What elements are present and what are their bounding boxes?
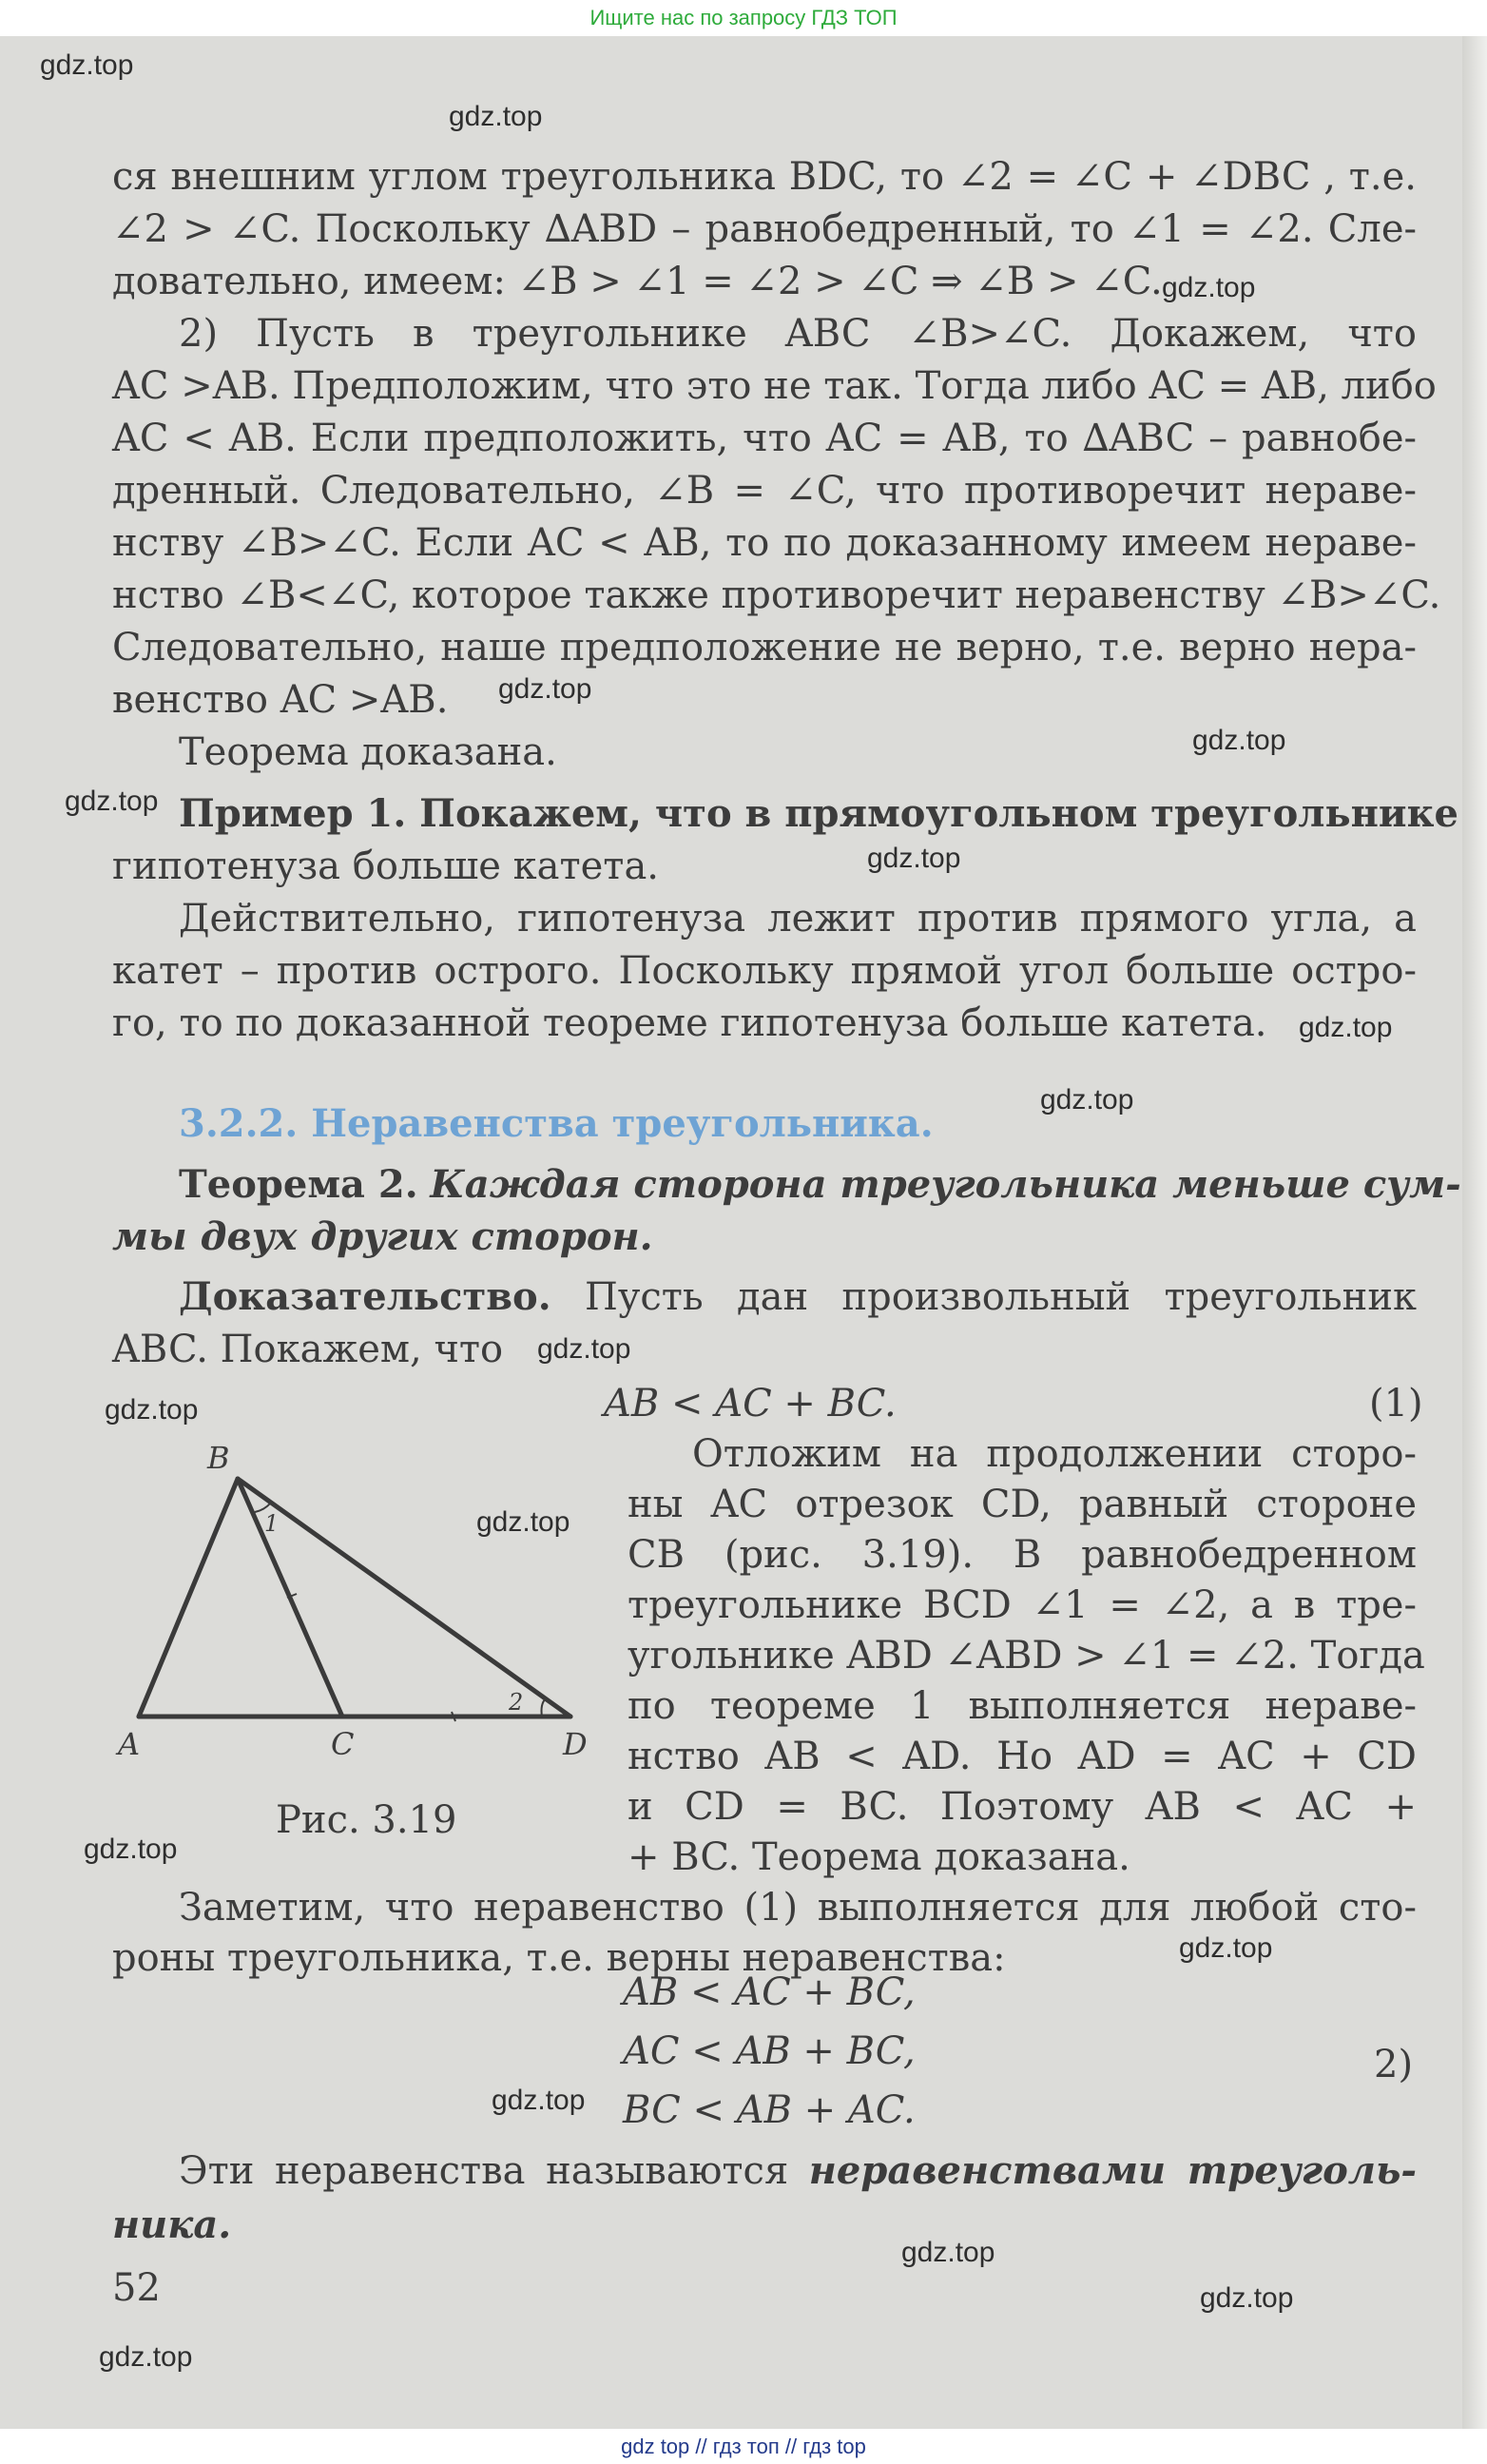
text-line: ны AC отрезок CD, равный стороне	[628, 1483, 1417, 1526]
system-number: 2)	[1374, 2043, 1414, 2086]
section-heading: 3.2.2. Неравенства треугольника.	[179, 1101, 934, 1146]
final-term: неравенствами треуголь-	[808, 2148, 1418, 2193]
text-line: роны треугольника, т.е. верны неравенства:	[112, 1936, 1006, 1980]
top-banner	[0, 0, 1487, 36]
system-line-2: AC < AB + BC,	[623, 2029, 916, 2073]
watermark: gdz.top	[105, 1394, 199, 1426]
watermark: gdz.top	[40, 49, 134, 81]
system-line-3: BC < AB + AC.	[623, 2088, 916, 2132]
bottom-banner	[0, 2429, 1487, 2464]
final-term-2: ника.	[112, 2202, 232, 2247]
text-line: + BC. Теорема доказана.	[628, 1835, 1130, 1879]
label-angle-2: 2	[509, 1689, 524, 1716]
watermark: gdz.top	[901, 2237, 995, 2268]
text-line: AC < AB. Если предположить, что AC = AB, то ∆ABC – равнобе-	[112, 417, 1418, 460]
watermark: gdz.top	[1162, 272, 1256, 303]
theorem-text-2: мы двух других сторон.	[112, 1214, 653, 1259]
text-line: нству ∠B>∠C. Если AC < AB, то по доказанному имеем нераве-	[112, 521, 1417, 565]
text-line: и CD = BC. Поэтому AB < AC +	[628, 1785, 1417, 1829]
text-line: AC >AB. Предположим, что это не так. Тогда либо AC = AB, либо	[112, 364, 1437, 408]
inequality-1: AB < AC + BC.	[604, 1382, 897, 1426]
theorem-line	[179, 1160, 1461, 1210]
proof-line	[179, 1272, 1417, 1322]
text-line: Теорема доказана.	[179, 730, 557, 774]
watermark: gdz.top	[99, 2341, 193, 2373]
top-banner-text: Ищите нас по запросу ГДЗ ТОП	[589, 6, 898, 29]
final-line	[179, 2146, 1417, 2196]
label-C: C	[331, 1726, 355, 1762]
text-line: венство AC >AB.	[112, 678, 449, 722]
theorem-text: Каждая сторона треугольника меньше сум-	[430, 1162, 1461, 1207]
figure-caption: Рис. 3.19	[276, 1798, 457, 1842]
example-line: Пример 1. Покажем, что в прямоугольном треугольнике	[179, 791, 1458, 836]
bottom-banner-text: gdz top // гдз топ // гдз top	[621, 2435, 866, 2458]
text-line: го, то по доказанной теореме гипотенуза больше катета.	[112, 1001, 1267, 1045]
text-line: довательно, имеем: ∠B > ∠1 = ∠2 > ∠C ⇒ ∠B > ∠C.	[112, 260, 1163, 303]
inequality-1-number: (1)	[1369, 1382, 1423, 1426]
watermark: gdz.top	[476, 1506, 570, 1538]
watermark: gdz.top	[1179, 1932, 1273, 1964]
page-edge-shadow	[1462, 36, 1487, 2429]
text-line: Действительно, гипотенуза лежит против прямого угла, а	[179, 897, 1417, 941]
final-text: Эти неравенства называются	[179, 2149, 789, 2193]
watermark: gdz.top	[498, 673, 592, 705]
proof-text: Пусть дан произвольный треугольник	[584, 1275, 1417, 1319]
system-line-1: AB < AC + BC,	[623, 1970, 916, 2014]
text-line: ∠2 > ∠C. Поскольку ∆ABD – равнобедренный, то ∠1 = ∠2. Сле-	[112, 207, 1417, 251]
theorem-label: Теорема 2.	[179, 1162, 418, 1207]
watermark: gdz.top	[449, 101, 543, 132]
segment-AB	[139, 1479, 238, 1717]
text-line: Отложим на продолжении сторо-	[692, 1432, 1417, 1476]
watermark: gdz.top	[1192, 725, 1286, 756]
proof-label: Доказательство.	[179, 1274, 551, 1319]
proof-line-2: ABC. Покажем, что	[112, 1328, 504, 1371]
text-line: Заметим, что неравенство (1) выполняется для любой сто-	[179, 1886, 1417, 1930]
text-line: гипотенуза больше катета.	[112, 844, 659, 888]
watermark: gdz.top	[65, 786, 159, 817]
text-line: 2) Пусть в треугольнике ABC ∠B>∠C. Докажем, что	[179, 312, 1417, 356]
label-angle-1: 1	[264, 1510, 280, 1537]
text-line: треугольнике BCD ∠1 = ∠2, а в тре-	[628, 1583, 1417, 1627]
text-line: катет – против острого. Поскольку прямой угол больше остро-	[112, 949, 1417, 993]
watermark: gdz.top	[867, 843, 961, 874]
label-B: B	[207, 1440, 230, 1476]
text-line: нство ∠B<∠C, которое также противоречит неравенству ∠B>∠C.	[112, 573, 1441, 617]
watermark: gdz.top	[1200, 2282, 1294, 2314]
triangle-figure	[118, 1436, 618, 1778]
watermark: gdz.top	[492, 2085, 586, 2116]
text-line: CB (рис. 3.19). В равнобедренном	[628, 1533, 1417, 1577]
watermark: gdz.top	[1299, 1012, 1393, 1043]
watermark: gdz.top	[537, 1333, 631, 1365]
text-line: нство AB < AD. Но AD = AC + CD	[628, 1735, 1417, 1778]
text-line: ся внешним углом треугольника BDC, то ∠2 = ∠C + ∠DBC , т.е.	[112, 155, 1417, 199]
watermark: gdz.top	[84, 1833, 178, 1865]
label-A: A	[118, 1726, 141, 1762]
text-line: дренный. Следовательно, ∠B = ∠C, что противоречит нераве-	[112, 469, 1417, 513]
text-line: Следовательно, наше предположение не верно, т.е. верно нера-	[112, 626, 1417, 669]
text-line: по теореме 1 выполняется нераве-	[628, 1684, 1417, 1728]
page-number: 52	[112, 2266, 161, 2310]
label-D: D	[563, 1726, 588, 1762]
watermark: gdz.top	[1040, 1084, 1134, 1116]
text-line: угольнике ABD ∠ABD > ∠1 = ∠2. Тогда	[628, 1634, 1425, 1678]
